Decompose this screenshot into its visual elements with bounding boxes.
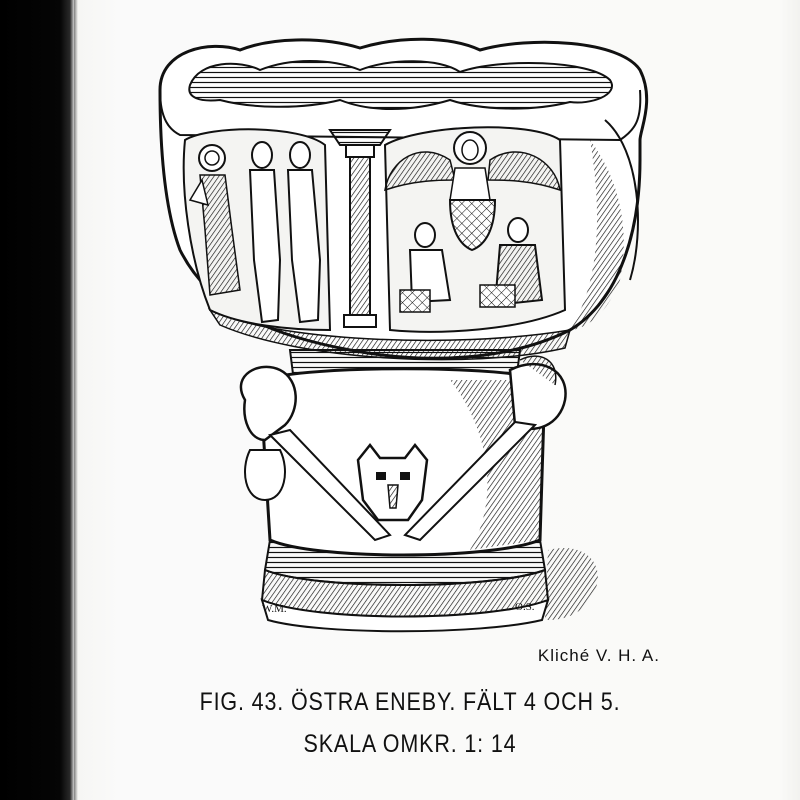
artist-signature-right: O.S.: [515, 601, 535, 613]
figure-caption-scale: SKALA OMKR. 1: 14: [303, 730, 517, 758]
figure-caption-title: FIG. 43. ÖSTRA ENEBY. FÄLT 4 OCH 5.: [199, 688, 621, 716]
font-bowl: [160, 39, 647, 359]
scan-dark-margin: [0, 0, 74, 800]
artist-signature-left: W.M.: [262, 603, 287, 615]
image-credit: Kliché V. H. A.: [537, 646, 660, 665]
baptismal-font-engraving: [150, 30, 660, 640]
font-base: [241, 350, 598, 631]
